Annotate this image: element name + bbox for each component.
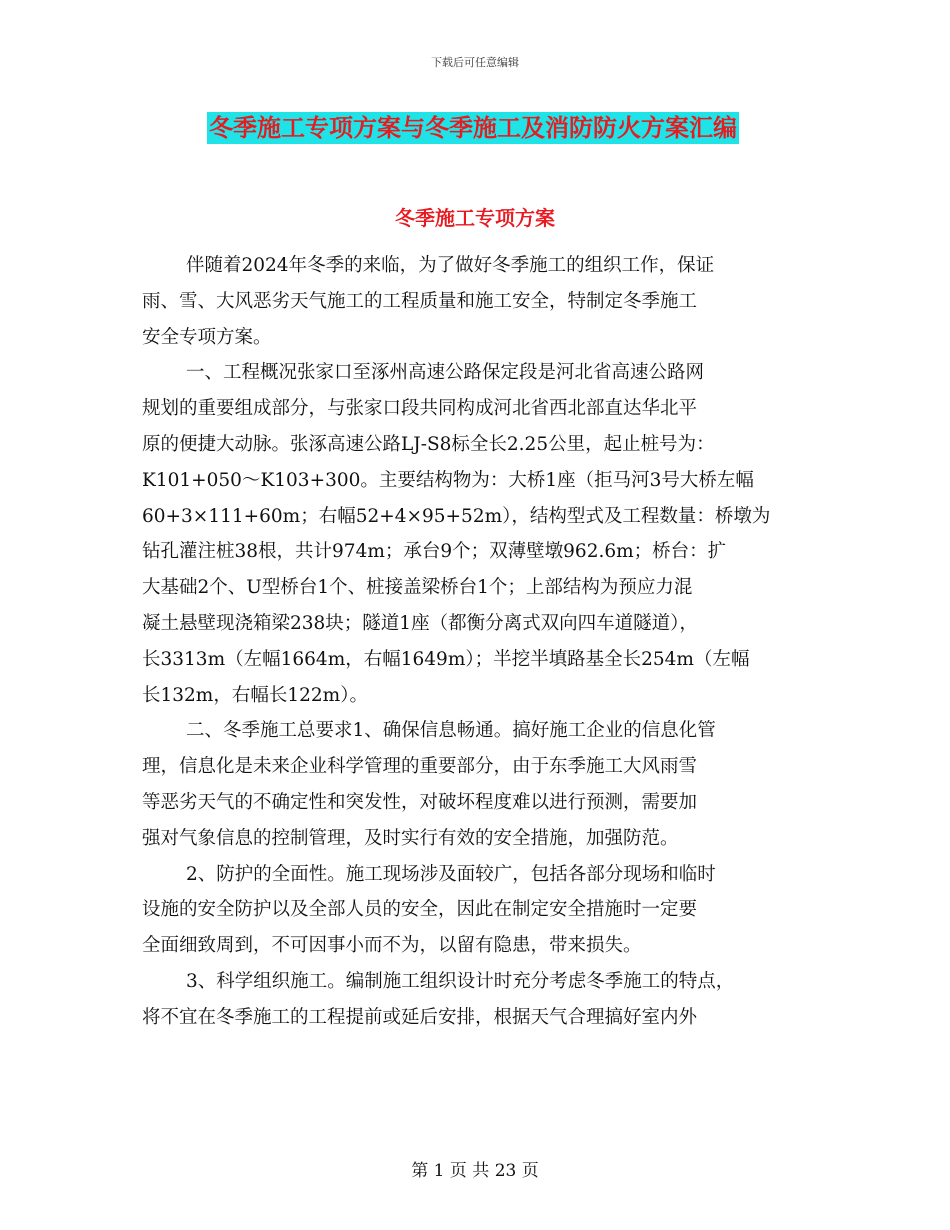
text-line: 伴随着2024年冬季的来临，为了做好冬季施工的组织工作，保证 — [186, 255, 715, 276]
text-line: 一、工程概况张家口至涿州高速公路保定段是河北省高速公路网 — [186, 362, 705, 384]
document-body — [142, 248, 822, 1036]
section-title: 冬季施工专项方案 — [395, 206, 555, 230]
text-line: 理，信息化是未来企业科学管理的重要部分，由于东季施工大风雨雪 — [142, 756, 698, 778]
text-line: 强对气象信息的控制管理，及时实行有效的安全措施，加强防范。 — [142, 827, 679, 849]
text-line: 设施的安全防护以及全部人员的安全，因此在制定安全措施时一定要 — [142, 899, 698, 921]
text-line: 长3313m（左幅1664m，右幅1649m）；半挖半填路基全长254m（左幅 — [142, 648, 750, 670]
text-line: K101+050～K103+300。主要结构物为：大桥1座（拒马河3号大桥左幅 — [142, 469, 754, 491]
text-line: 安全专项方案。 — [142, 326, 272, 348]
text-line: 长132m，右幅长122m）。 — [142, 684, 368, 706]
text-line: 等恶劣天气的不确定性和突发性，对破坏程度难以进行预测，需要加 — [142, 791, 698, 813]
text-line: 将不宜在冬季施工的工程提前或延后安排，根据天气合理搞好室内外 — [142, 1006, 698, 1028]
text-line: 二、冬季施工总要求1、确保信息畅通。搞好施工企业的信息化管 — [186, 720, 716, 742]
paragraph-project-overview — [142, 355, 822, 713]
page-number-footer: 第 1 页 共 23 页 — [411, 1161, 539, 1181]
text-line: 雨、雪、大风恶劣天气施工的工程质量和施工安全，特制定冬季施工 — [142, 290, 698, 312]
text-line: 大基础2个、U型桥台1个、桩接盖梁桥台1个；上部结构为预应力混 — [142, 577, 693, 599]
text-line: 规划的重要组成部分，与张家口段共同构成河北省西北部直达华北平 — [142, 398, 698, 420]
text-line: 钻孔灌注桩38根，共计974m；承台9个；双薄壁墩962.6m；桥台：扩 — [142, 541, 727, 563]
text-line: 全面细致周到，不可因事小而不为，以留有隐患，带来损失。 — [142, 935, 642, 957]
text-line: 2、防护的全面性。施工现场涉及面较广，包括各部分现场和临时 — [186, 863, 716, 885]
text-line: 原的便捷大动脉。张涿高速公路LJ-S8标全长2.25公里，起止桩号为： — [142, 433, 715, 455]
text-line: 3、科学组织施工。编制施工组织设计时充分考虑冬季施工的特点， — [186, 970, 735, 992]
document-title: 冬季施工专项方案与冬季施工及消防防火方案汇编 — [209, 113, 737, 142]
text-line: 60+3×111+60m；右幅52+4×95+52m），结构型式及工程数量：桥墩为 — [142, 505, 771, 527]
paragraph-protection — [142, 857, 822, 964]
paragraph-intro — [142, 248, 822, 355]
text-line: 凝土悬壁现浇箱梁238块；隧道1座（都衡分离式双向四车道隧道）， — [142, 612, 698, 634]
header-note: 下载后可任意编辑 — [431, 56, 519, 69]
paragraph-general-requirements — [142, 713, 822, 856]
paragraph-organization — [142, 964, 822, 1036]
